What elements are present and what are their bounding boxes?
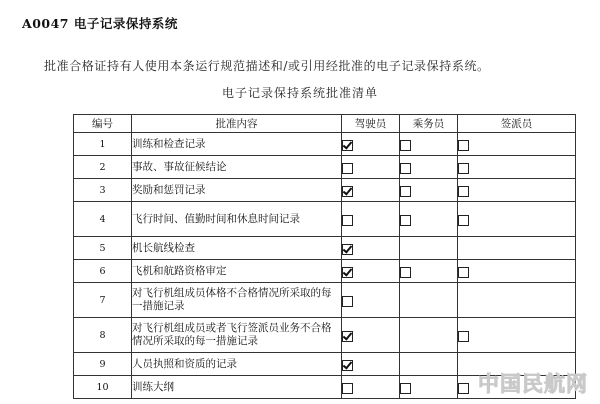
checkbox-checked[interactable] — [342, 267, 353, 278]
cell-pilot — [342, 156, 400, 179]
checkbox-checked[interactable] — [342, 244, 353, 255]
row-number: 3 — [74, 179, 132, 202]
checkbox-empty[interactable] — [342, 163, 353, 174]
table-row — [74, 260, 576, 283]
checkbox-checked[interactable] — [342, 331, 353, 342]
row-content: 对飞行机组成员或者飞行签派员业务不合格情况所采取的每一措施记录 — [132, 318, 342, 353]
checkbox-empty[interactable] — [400, 140, 411, 151]
checkbox-empty[interactable] — [342, 215, 353, 226]
row-number: 8 — [74, 318, 132, 353]
row-content: 飞行时间、值勤时间和休息时间记录 — [132, 202, 342, 237]
cell-dispatcher — [458, 202, 576, 237]
cell-pilot — [342, 353, 400, 376]
checkbox-empty[interactable] — [458, 186, 469, 197]
checkbox-empty[interactable] — [400, 186, 411, 197]
cell-attendant — [400, 133, 458, 156]
checkbox-empty[interactable] — [458, 267, 469, 278]
cell-pilot — [342, 237, 400, 260]
row-content: 训练大纲 — [132, 376, 342, 399]
cell-pilot — [342, 376, 400, 399]
cell-attendant — [400, 260, 458, 283]
header-dispatcher: 签派员 — [458, 115, 576, 133]
checkbox-checked[interactable] — [342, 360, 353, 371]
cell-attendant — [400, 353, 458, 376]
header-number: 编号 — [74, 115, 132, 133]
cell-attendant — [400, 283, 458, 318]
table-row — [74, 156, 576, 179]
intro-text: 批准合格证持有人使用本条运行规范描述和/或引用经批准的电子记录保持系统。 — [44, 59, 490, 73]
cell-attendant — [400, 202, 458, 237]
header-content: 批准内容 — [132, 115, 342, 133]
row-number: 5 — [74, 237, 132, 260]
checkbox-empty[interactable] — [458, 383, 469, 394]
cell-attendant — [400, 376, 458, 399]
checkbox-empty[interactable] — [400, 267, 411, 278]
row-content: 训练和检查记录 — [132, 133, 342, 156]
cell-dispatcher — [458, 283, 576, 318]
cell-attendant — [400, 318, 458, 353]
cell-dispatcher — [458, 237, 576, 260]
row-number: 2 — [74, 156, 132, 179]
row-number: 7 — [74, 283, 132, 318]
cell-pilot — [342, 260, 400, 283]
checkbox-checked[interactable] — [342, 186, 353, 197]
row-content: 事故、事故征候结论 — [132, 156, 342, 179]
row-number: 9 — [74, 353, 132, 376]
cell-attendant — [400, 179, 458, 202]
row-number: 1 — [74, 133, 132, 156]
checkbox-empty[interactable] — [400, 163, 411, 174]
approval-table — [73, 114, 576, 399]
table-row — [74, 179, 576, 202]
cell-pilot — [342, 133, 400, 156]
cell-dispatcher — [458, 156, 576, 179]
list-title: 电子记录保持系统批准清单 — [221, 86, 378, 100]
row-number: 4 — [74, 202, 132, 237]
table-row — [74, 133, 576, 156]
cell-pilot — [342, 318, 400, 353]
checkbox-empty[interactable] — [458, 163, 469, 174]
cell-dispatcher — [458, 179, 576, 202]
checkbox-empty[interactable] — [400, 383, 411, 394]
cell-attendant — [400, 156, 458, 179]
table-row — [74, 283, 576, 318]
watermark-logo: 中国民航网 — [478, 372, 588, 396]
checkbox-empty[interactable] — [458, 331, 469, 342]
row-number: 10 — [74, 376, 132, 399]
cell-pilot — [342, 179, 400, 202]
section-heading: A0047 电子记录保持系统 — [22, 16, 178, 31]
checkbox-empty[interactable] — [342, 296, 353, 307]
header-attendant: 乘务员 — [400, 115, 458, 133]
table-body — [74, 133, 576, 399]
table-row — [74, 202, 576, 237]
cell-attendant — [400, 237, 458, 260]
row-number: 6 — [74, 260, 132, 283]
cell-pilot — [342, 202, 400, 237]
checkbox-empty[interactable] — [458, 140, 469, 151]
row-content: 奖励和惩罚记录 — [132, 179, 342, 202]
table-row — [74, 318, 576, 353]
checkbox-empty[interactable] — [342, 383, 353, 394]
table-row — [74, 237, 576, 260]
cell-dispatcher — [458, 133, 576, 156]
row-content: 人员执照和资质的记录 — [132, 353, 342, 376]
cell-dispatcher — [458, 318, 576, 353]
checkbox-empty[interactable] — [400, 215, 411, 226]
cell-pilot — [342, 283, 400, 318]
header-pilot: 驾驶员 — [342, 115, 400, 133]
row-content: 对飞行机组成员体格不合格情况所采取的每一措施记录 — [132, 283, 342, 318]
checkbox-empty[interactable] — [458, 215, 469, 226]
checkbox-checked[interactable] — [342, 140, 353, 151]
row-content: 飞机和航路资格审定 — [132, 260, 342, 283]
row-content: 机长航线检查 — [132, 237, 342, 260]
table-header-row — [74, 115, 576, 133]
cell-dispatcher — [458, 260, 576, 283]
